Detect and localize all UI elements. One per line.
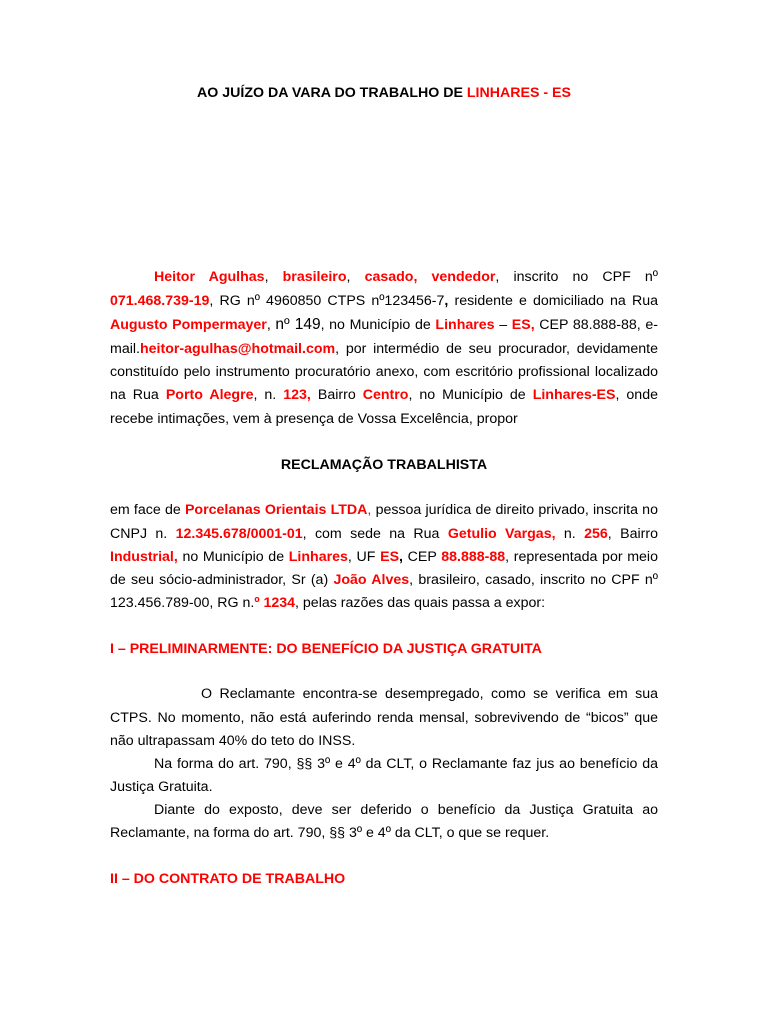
court-header-prefix: AO JUÍZO DA VARA DO TRABALHO DE bbox=[197, 85, 463, 101]
plaintiff-email-label: mail. bbox=[110, 341, 140, 357]
plaintiff-line-5 bbox=[110, 363, 658, 381]
section-1-p3-line-1 bbox=[154, 801, 658, 819]
plaintiff-name: Heitor Agulhas bbox=[154, 269, 265, 285]
section-1-p2-text-1: Na forma do art. 790, §§ 3º e 4º da CLT, o Reclamante faz jus ao benefício da bbox=[154, 756, 658, 772]
office-district-label: Bairro bbox=[317, 387, 356, 403]
office-street: Porto Alegre bbox=[165, 387, 254, 403]
defendant-line-2: CNPJ n. 12.345.678/0001-01, com sede na Rua Getulio Vargas, n. 256, Bairro bbox=[110, 526, 658, 542]
action-title-text: RECLAMAÇÃO TRABALHISTA bbox=[280, 457, 488, 473]
plaintiff-city-label: no Município de bbox=[329, 317, 431, 333]
plaintiff-cpf: 071.468.739-19 bbox=[110, 293, 210, 309]
section-1-p1-text-2: CTPS. No momento, não está auferindo renda mensal, sobrevivendo de “bicos” que bbox=[110, 710, 658, 726]
defendant-cep-label: CEP bbox=[407, 549, 437, 565]
section-1-p1-text-1: O Reclamante encontra-se desempregado, como se verifica em sua bbox=[201, 686, 658, 702]
section-1-p3-text-1: Diante do exposto, deve ser deferido o benefício da Justiça Gratuita ao bbox=[154, 802, 658, 818]
plaintiff-line-3: Augusto Pompermayer, nº 149, no Município de Linhares – ES, CEP 88.888-88, e- bbox=[110, 316, 658, 333]
defendant-city-label: no Município de bbox=[182, 549, 285, 565]
plaintiff-nationality: brasileiro bbox=[282, 269, 347, 285]
plaintiff-street-number: nº 149 bbox=[275, 316, 321, 333]
defendant-number-label: n. bbox=[563, 526, 576, 542]
defendant-hq-label: com sede na Rua bbox=[314, 526, 440, 542]
section-1-p1-line-1 bbox=[201, 685, 658, 703]
section-1-p2-line-1 bbox=[154, 755, 658, 773]
defendant-cnpj: 12.345.678/0001-01 bbox=[175, 526, 303, 542]
plaintiff-city: Linhares bbox=[435, 317, 495, 333]
defendant-number: 256 bbox=[584, 526, 608, 542]
plaintiff-profession: vendedor bbox=[431, 269, 496, 285]
section-2-title bbox=[110, 870, 345, 888]
defendant-partner-rg: º 1234 bbox=[254, 595, 296, 611]
defendant-partner-cpf-rg: 123.456.789-00, RG n. bbox=[110, 595, 255, 611]
section-1-p3-line-2 bbox=[110, 824, 549, 842]
defendant-legal-entity-text: pessoa jurídica de direito privado, inscrita no bbox=[375, 502, 658, 518]
plaintiff-marital-status: casado, bbox=[364, 269, 418, 285]
defendant-district: Industrial, bbox=[110, 549, 178, 565]
defendant-line-4: de seu sócio-administrador, Sr (a) João Alves, brasileiro, casado, inscrito no CPF nº bbox=[110, 572, 658, 588]
defendant-partner-qualification: brasileiro, casado, inscrito no CPF nº bbox=[418, 572, 658, 588]
defendant-reasons-text: pelas razões das quais passa a expor: bbox=[302, 595, 546, 611]
plaintiff-cpf-label: inscrito no CPF nº bbox=[513, 269, 658, 285]
plaintiff-line-4: mail.heitor-agulhas@hotmail.com, por intermédio de seu procurador, devidamente bbox=[110, 341, 658, 357]
section-1-p1-line-2 bbox=[110, 709, 658, 727]
defendant-represented-text: representada por meio bbox=[513, 549, 658, 565]
plaintiff-line-2: 071.468.739-19, RG nº 4960850 CTPS nº123456-7, residente e domiciliado na Rua bbox=[110, 293, 658, 309]
plaintiff-line-7 bbox=[110, 410, 518, 428]
defendant-city: Linhares bbox=[288, 549, 348, 565]
plaintiff-closing-text: recebe intimações, vem à presença de Vossa Excelência, propor bbox=[110, 411, 518, 427]
section-1-p2-text-2: Justiça Gratuita. bbox=[110, 779, 213, 795]
plaintiff-email: heitor-agulhas@hotmail.com bbox=[139, 341, 336, 357]
plaintiff-street: Augusto Pompermayer bbox=[110, 317, 267, 333]
section-1-p3-text-2: Reclamante, na forma do art. 790, §§ 3º e 4º da CLT, o que se requer. bbox=[110, 825, 550, 841]
plaintiff-rg-ctps: RG nº 4960850 CTPS nº123456-7 bbox=[219, 293, 445, 309]
defendant-line-3: Industrial, no Município de Linhares, UF ES, CEP 88.888-88, representada por meio bbox=[110, 549, 658, 565]
court-header bbox=[0, 84, 768, 102]
plaintiff-state: ES, bbox=[511, 317, 535, 333]
office-number: 123, bbox=[283, 387, 311, 403]
defendant-district-label: Bairro bbox=[620, 526, 658, 542]
defendant-cnpj-label: CNPJ n. bbox=[110, 526, 168, 542]
office-number-label: n. bbox=[264, 387, 277, 403]
defendant-street: Getulio Vargas, bbox=[447, 526, 556, 542]
plaintiff-power-of-attorney-text: constituído pelo instrumento procuratório anexo, com escritório profissional localizado bbox=[110, 364, 658, 380]
plaintiff-line-1: Heitor Agulhas, brasileiro, casado, vendedor, inscrito no CPF nº bbox=[154, 269, 658, 285]
plaintiff-cep: CEP 88.888-88, e- bbox=[539, 317, 658, 333]
defendant-partner-name: João Alves bbox=[333, 572, 410, 588]
section-1-title bbox=[110, 640, 542, 658]
section-1-p2-line-2 bbox=[110, 778, 213, 796]
plaintiff-residence-label: residente e domiciliado na Rua bbox=[454, 293, 658, 309]
defendant-cep: 88.888-88 bbox=[441, 549, 506, 565]
office-district: Centro bbox=[362, 387, 409, 403]
defendant-company: Porcelanas Orientais LTDA bbox=[184, 502, 368, 518]
defendant-against-label: em face de bbox=[110, 502, 181, 518]
section-1-p1-line-3 bbox=[110, 732, 355, 750]
defendant-state-label: UF bbox=[356, 549, 376, 565]
court-header-city: LINHARES - ES bbox=[466, 85, 571, 101]
office-where-text: onde bbox=[626, 387, 658, 403]
action-title bbox=[0, 456, 768, 474]
section-1-p1-text-3: não ultrapassam 40% do teto do INSS. bbox=[110, 733, 356, 749]
office-city: Linhares-ES bbox=[532, 387, 616, 403]
plaintiff-line-6: na Rua Porto Alegre, n. 123, Bairro Centro, no Município de Linhares-ES, onde bbox=[110, 387, 658, 403]
office-street-label: na Rua bbox=[110, 387, 159, 403]
defendant-state: ES bbox=[380, 549, 400, 565]
section-2-title-text: II – DO CONTRATO DE TRABALHO bbox=[110, 871, 346, 887]
defendant-line-5: 123.456.789-00, RG n.º 1234, pelas razões das quais passa a expor: bbox=[110, 595, 546, 611]
office-city-label: no Município de bbox=[419, 387, 526, 403]
section-1-title-text: I – PRELIMINARMENTE: DO BENEFÍCIO DA JUSTIÇA GRATUITA bbox=[110, 641, 542, 657]
plaintiff-attorney-text: por intermédio de seu procurador, devidamente bbox=[345, 341, 658, 357]
defendant-partner-label: de seu sócio-administrador, Sr (a) bbox=[110, 572, 329, 588]
defendant-line-1: em face de Porcelanas Orientais LTDA, pessoa jurídica de direito privado, inscrita no bbox=[110, 502, 658, 518]
